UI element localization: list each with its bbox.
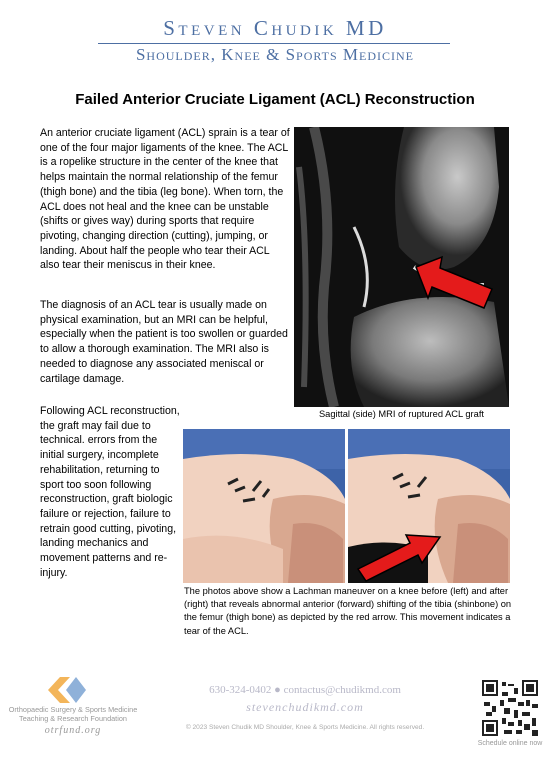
lachman-before-photo (183, 429, 345, 583)
foundation-line-1: Orthopaedic Surgery & Sports Medicine (8, 705, 138, 714)
foundation-website[interactable]: otrfund.org (44, 725, 102, 736)
website-link[interactable]: stevenchudikmd.com (246, 700, 364, 714)
page-title: Failed Anterior Cruciate Ligament (ACL) Reconstruction (75, 91, 475, 108)
qr-code-icon[interactable] (482, 680, 538, 736)
foundation-line-2: Teaching & Research Foundation (19, 714, 127, 723)
header-divider (98, 43, 450, 44)
diagnosis-paragraph: The diagnosis of an ACL tear is usually made on physical examination, but an MRI can be helpful, especially when the patient is too swollen or guarded to allow a thorough examination. The MRI also is needed to diagnose any associated meniscal or cartilage damage. (40, 299, 288, 385)
lachman-after-photo (348, 429, 510, 583)
intro-paragraph: An anterior cruciate ligament (ACL) sprain is a tear of one of the four major ligaments of the knee. The ACL is a ropelike structure in the center of the knee that helps maintain the normal relationship of the femur (thigh bone) and the tibia (leg bone). When torn, the ACL does not heal and the knee can be unstable (shifts or gives way) during sports that require pivoting, changing direction (cutting), jumping, or landing. About half the people who tear their ACL also tear their meniscus in their knee. (40, 127, 290, 272)
mri-image (294, 127, 509, 407)
contact-line (160, 684, 450, 696)
email-link[interactable]: contactus@chudikmd.com (283, 684, 401, 696)
phone-number[interactable]: 630-324-0402 (209, 684, 272, 696)
copyright-notice: © 2023 Steven Chudik MD Shoulder, Knee & Sports Medicine. All rights reserved. (185, 724, 425, 731)
practice-name: Steven Chudik MD (163, 16, 387, 40)
mri-caption: Sagittal (side) MRI of ruptured ACL graft (318, 409, 484, 419)
practice-specialty: Shoulder, Knee & Sports Medicine (135, 45, 415, 64)
graft-failure-paragraph: Following ACL reconstruction, the graft may fail due to technical. errors from the initial surgery, incomplete rehabilitation, returning to sport too soon following reconstruction, graft biologic failure or rejection, failure to retrain good cutting, pivoting, landing mechanics and movement patterns and re-injury. (40, 405, 180, 579)
foundation-name (0, 705, 146, 723)
photo-caption: The photos above show a Lachman maneuver on a knee before (left) and after (right) that reveals abnormal anterior (forward) shifting of the tibia (shinbone) on the femur (thigh bone) as depicted by the red arrow. This movement indicates a tear of the ACL. (184, 586, 512, 636)
bullet-separator: ● (274, 684, 281, 696)
foundation-logo-icon (48, 677, 88, 708)
schedule-online-label[interactable]: Schedule online now (477, 740, 543, 747)
